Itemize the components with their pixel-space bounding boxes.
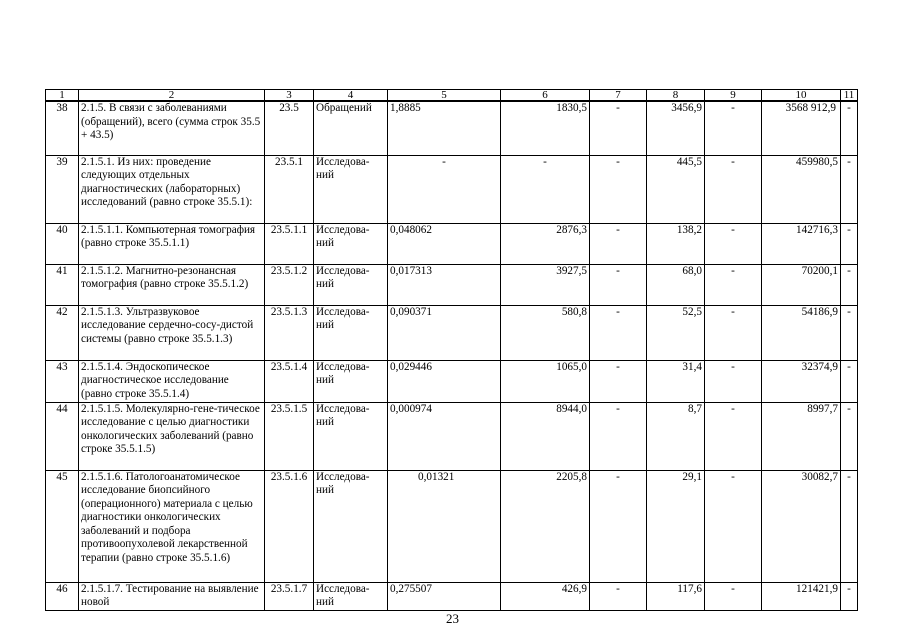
row-number: 40 bbox=[46, 223, 79, 264]
indicator-name: 2.1.5.1.2. Магнитно-резонансная томография (равно строке 35.5.1.2) bbox=[79, 264, 265, 305]
col8-value: 31,4 bbox=[647, 360, 705, 402]
col5-value: 0,000974 bbox=[388, 402, 501, 470]
col11-value: - bbox=[841, 305, 858, 360]
page-number: 23 bbox=[446, 611, 459, 626]
row-code: 23.5.1.5 bbox=[265, 402, 314, 470]
table-header-row bbox=[46, 90, 858, 102]
col8-value: 68,0 bbox=[647, 264, 705, 305]
table-row bbox=[46, 402, 858, 470]
col6-value: 426,9 bbox=[501, 582, 590, 610]
column-header: 4 bbox=[314, 90, 388, 102]
indicator-name: 2.1.5.1. Из них: проведение следующих отдельных диагностических (лабораторных) исследований (равно строке 35.5.1): bbox=[79, 155, 265, 223]
column-header: 3 bbox=[265, 90, 314, 102]
col8-value: 138,2 bbox=[647, 223, 705, 264]
col5-value: 0,01321 bbox=[388, 470, 501, 582]
col7-value: - bbox=[590, 360, 647, 402]
col6-value: 2876,3 bbox=[501, 223, 590, 264]
column-header: 9 bbox=[705, 90, 762, 102]
col7-value: - bbox=[590, 582, 647, 610]
col7-value: - bbox=[590, 223, 647, 264]
table-row bbox=[46, 360, 858, 402]
row-number: 44 bbox=[46, 402, 79, 470]
table-row bbox=[46, 470, 858, 582]
col6-value: 2205,8 bbox=[501, 470, 590, 582]
col10-value: 32374,9 bbox=[762, 360, 841, 402]
col8-value: 29,1 bbox=[647, 470, 705, 582]
row-number: 45 bbox=[46, 470, 79, 582]
col7-value: - bbox=[590, 305, 647, 360]
col9-value: - bbox=[705, 470, 762, 582]
col6-value: 1065,0 bbox=[501, 360, 590, 402]
col6-value: 3927,5 bbox=[501, 264, 590, 305]
column-header: 5 bbox=[388, 90, 501, 102]
col5-value: 0,029446 bbox=[388, 360, 501, 402]
col11-value: - bbox=[841, 101, 858, 155]
col8-value: 52,5 bbox=[647, 305, 705, 360]
col10-value: 142716,3 bbox=[762, 223, 841, 264]
col6-value: 8944,0 bbox=[501, 402, 590, 470]
col5-value: 0,275507 bbox=[388, 582, 501, 610]
col11-value: - bbox=[841, 155, 858, 223]
col10-value: 3568 912,9 bbox=[762, 101, 841, 155]
column-header: 7 bbox=[590, 90, 647, 102]
row-code: 23.5.1.4 bbox=[265, 360, 314, 402]
table-row bbox=[46, 264, 858, 305]
unit: Исследова-ний bbox=[314, 223, 388, 264]
col9-value: - bbox=[705, 360, 762, 402]
col7-value: - bbox=[590, 264, 647, 305]
col5-value: 0,090371 bbox=[388, 305, 501, 360]
col8-value: 445,5 bbox=[647, 155, 705, 223]
indicator-name: 2.1.5. В связи с заболеваниями (обращений), всего (сумма строк 35.5 + 43.5) bbox=[79, 101, 265, 155]
indicator-name: 2.1.5.1.6. Патологоанатомическое исследование биопсийного (операционного) материала с целью диагностики онкологических заболеваний и подбора противоопухолевой лекарственной терапии (равно строке 35.5.1.6) bbox=[79, 470, 265, 582]
unit: Исследова-ний bbox=[314, 582, 388, 610]
col7-value: - bbox=[590, 155, 647, 223]
col9-value: - bbox=[705, 305, 762, 360]
col7-value: - bbox=[590, 101, 647, 155]
unit: Исследова-ний bbox=[314, 155, 388, 223]
row-number: 39 bbox=[46, 155, 79, 223]
col6-value: - bbox=[501, 155, 590, 223]
row-code: 23.5.1.2 bbox=[265, 264, 314, 305]
column-header: 8 bbox=[647, 90, 705, 102]
unit: Исследова-ний bbox=[314, 264, 388, 305]
row-code: 23.5.1.6 bbox=[265, 470, 314, 582]
table-row bbox=[46, 582, 858, 610]
indicator-name: 2.1.5.1.5. Молекулярно-гене-тическое исследование с целью диагностики онкологических заболеваний (равно строке 35.5.1.5) bbox=[79, 402, 265, 470]
indicator-name: 2.1.5.1.1. Компьютерная томография (равно строке 35.5.1.1) bbox=[79, 223, 265, 264]
col10-value: 54186,9 bbox=[762, 305, 841, 360]
col11-value: - bbox=[841, 223, 858, 264]
col11-value: - bbox=[841, 470, 858, 582]
col10-value: 8997,7 bbox=[762, 402, 841, 470]
col10-value: 30082,7 bbox=[762, 470, 841, 582]
row-code: 23.5.1.3 bbox=[265, 305, 314, 360]
column-header: 2 bbox=[79, 90, 265, 102]
unit: Исследова-ний bbox=[314, 470, 388, 582]
col8-value: 117,6 bbox=[647, 582, 705, 610]
col6-value: 1830,5 bbox=[501, 101, 590, 155]
indicator-name: 2.1.5.1.3. Ультразвуковое исследование сердечно-сосу-дистой системы (равно строке 35.5.1.3) bbox=[79, 305, 265, 360]
unit: Исследова-ний bbox=[314, 305, 388, 360]
indicator-name: 2.1.5.1.4. Эндоскопическое диагностическое исследование (равно строке 35.5.1.4) bbox=[79, 360, 265, 402]
row-code: 23.5.1 bbox=[265, 155, 314, 223]
col11-value: - bbox=[841, 264, 858, 305]
col9-value: - bbox=[705, 582, 762, 610]
column-header: 10 bbox=[762, 90, 841, 102]
col10-value: 70200,1 bbox=[762, 264, 841, 305]
row-code: 23.5.1.1 bbox=[265, 223, 314, 264]
column-header: 6 bbox=[501, 90, 590, 102]
row-number: 41 bbox=[46, 264, 79, 305]
row-number: 46 bbox=[46, 582, 79, 610]
col8-value: 3456,9 bbox=[647, 101, 705, 155]
col7-value: - bbox=[590, 470, 647, 582]
row-number: 43 bbox=[46, 360, 79, 402]
col5-value: - bbox=[388, 155, 501, 223]
col9-value: - bbox=[705, 101, 762, 155]
col6-value: 580,8 bbox=[501, 305, 590, 360]
unit: Исследова-ний bbox=[314, 402, 388, 470]
col11-value: - bbox=[841, 582, 858, 610]
col10-value: 121421,9 bbox=[762, 582, 841, 610]
unit: Исследова-ний bbox=[314, 360, 388, 402]
table-row bbox=[46, 101, 858, 155]
col5-value: 0,048062 bbox=[388, 223, 501, 264]
col11-value: - bbox=[841, 360, 858, 402]
indicator-name: 2.1.5.1.7. Тестирование на выявление новой bbox=[79, 582, 265, 610]
col5-value: 1,8885 bbox=[388, 101, 501, 155]
col9-value: - bbox=[705, 155, 762, 223]
table-row bbox=[46, 223, 858, 264]
unit: Обращений bbox=[314, 101, 388, 155]
col7-value: - bbox=[590, 402, 647, 470]
col10-value: 459980,5 bbox=[762, 155, 841, 223]
col8-value: 8,7 bbox=[647, 402, 705, 470]
col11-value: - bbox=[841, 402, 858, 470]
row-code: 23.5 bbox=[265, 101, 314, 155]
column-header: 1 bbox=[46, 90, 79, 102]
column-header: 11 bbox=[841, 90, 858, 102]
row-number: 42 bbox=[46, 305, 79, 360]
col5-value: 0,017313 bbox=[388, 264, 501, 305]
data-table bbox=[45, 89, 858, 611]
col9-value: - bbox=[705, 264, 762, 305]
col9-value: - bbox=[705, 223, 762, 264]
row-code: 23.5.1.7 bbox=[265, 582, 314, 610]
col9-value: - bbox=[705, 402, 762, 470]
table-row bbox=[46, 305, 858, 360]
table-row bbox=[46, 155, 858, 223]
row-number: 38 bbox=[46, 101, 79, 155]
